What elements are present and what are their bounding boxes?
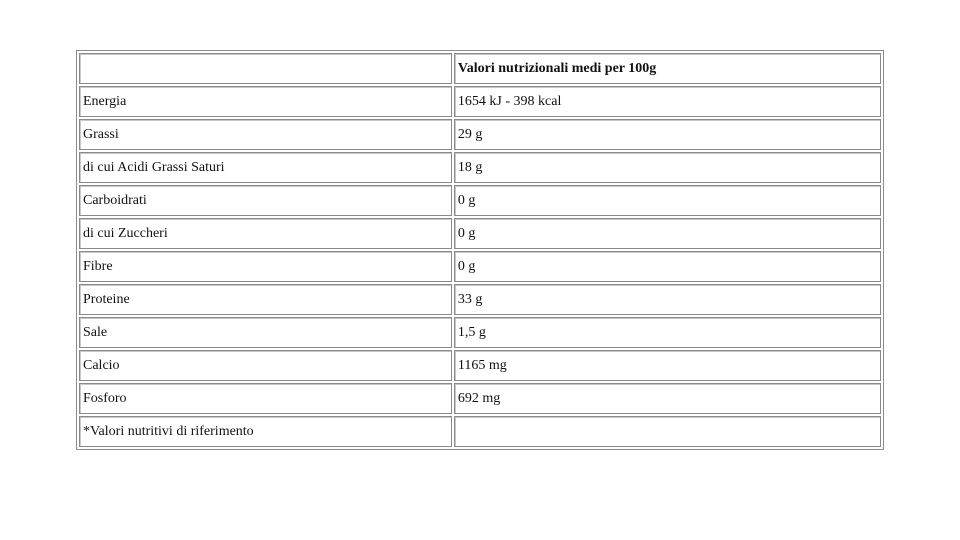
- nutrient-name: di cui Zuccheri: [79, 218, 452, 249]
- nutrient-name: Sale: [79, 317, 452, 348]
- nutrient-value: 1654 kJ - 398 kcal: [454, 86, 881, 117]
- nutrient-value: 18 g: [454, 152, 881, 183]
- table-row: [79, 317, 881, 348]
- table-row: [79, 251, 881, 282]
- nutrient-name: Carboidrati: [79, 185, 452, 216]
- nutrient-value: 0 g: [454, 218, 881, 249]
- table-row: [79, 284, 881, 315]
- footnote-empty-cell: [454, 416, 881, 447]
- nutrient-value: 0 g: [454, 251, 881, 282]
- nutrient-name: Proteine: [79, 284, 452, 315]
- nutrient-name: Calcio: [79, 350, 452, 381]
- header-empty-cell: [79, 53, 452, 84]
- nutrient-name: Energia: [79, 86, 452, 117]
- nutrient-name: Fibre: [79, 251, 452, 282]
- footnote-text: *Valori nutritivi di riferimento: [79, 416, 452, 447]
- table-row: [79, 86, 881, 117]
- nutrient-name: di cui Acidi Grassi Saturi: [79, 152, 452, 183]
- nutrient-name: Grassi: [79, 119, 452, 150]
- nutrient-value: 1,5 g: [454, 317, 881, 348]
- table-footnote-row: [79, 416, 881, 447]
- nutrition-table: [76, 50, 884, 450]
- table-row: [79, 383, 881, 414]
- nutrient-value: 1165 mg: [454, 350, 881, 381]
- nutrient-value: 29 g: [454, 119, 881, 150]
- nutrient-name: Fosforo: [79, 383, 452, 414]
- nutrient-value: 692 mg: [454, 383, 881, 414]
- table-header-row: [79, 53, 881, 84]
- nutrient-value: 0 g: [454, 185, 881, 216]
- table-row: [79, 350, 881, 381]
- nutrient-value: 33 g: [454, 284, 881, 315]
- header-values-cell: Valori nutrizionali medi per 100g: [454, 53, 881, 84]
- table-row: [79, 218, 881, 249]
- table-row: [79, 185, 881, 216]
- table-row: [79, 152, 881, 183]
- table-row: [79, 119, 881, 150]
